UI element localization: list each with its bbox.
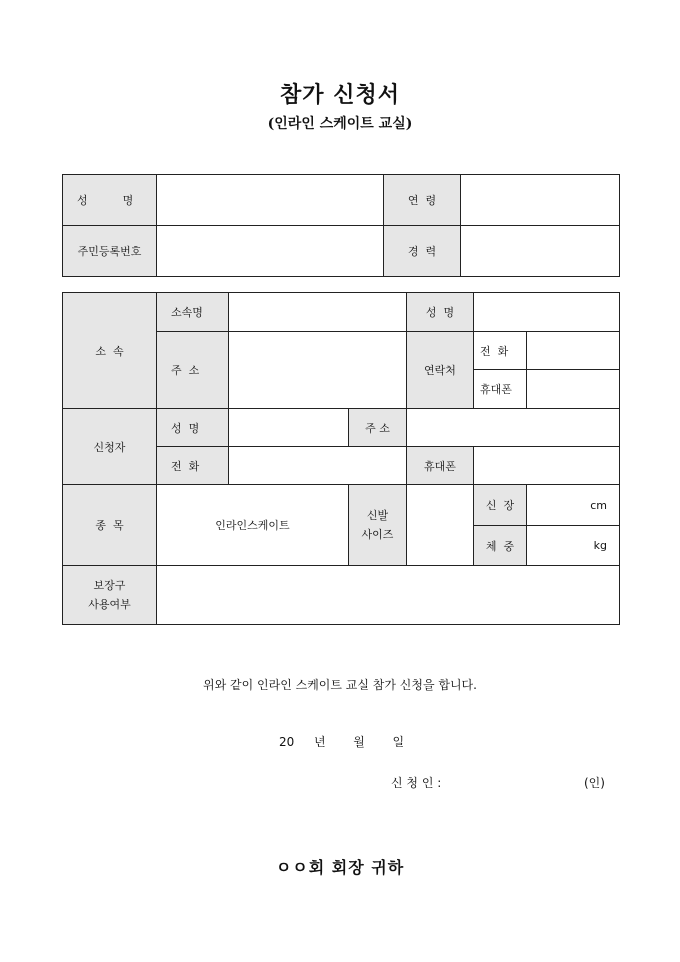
event-section-label: 종 목 — [63, 485, 157, 566]
applicant-phone-field[interactable] — [229, 447, 407, 485]
shoe-size-label — [349, 485, 407, 566]
career-field[interactable] — [461, 226, 620, 277]
height-label: 신 장 — [474, 485, 527, 526]
applicant-phone-label: 전 화 — [157, 447, 229, 485]
height-unit[interactable]: cm — [527, 485, 620, 526]
resident-number-field[interactable] — [157, 226, 384, 277]
name-label: 성 명 — [63, 175, 157, 226]
affiliation-mobile-field[interactable] — [527, 370, 620, 409]
gear-label-line2: 사용여부 — [88, 598, 131, 611]
shoe-size-field[interactable] — [407, 485, 474, 566]
weight-label: 체 중 — [474, 526, 527, 566]
affiliation-phone-label: 전 화 — [474, 332, 527, 370]
applicant-name-label: 성 명 — [157, 409, 229, 447]
affiliation-name-field[interactable] — [474, 293, 620, 332]
affiliation-name-label: 성 명 — [407, 293, 474, 332]
name-field[interactable] — [157, 175, 384, 226]
affiliation-phone-field[interactable] — [527, 332, 620, 370]
shoe-size-label-line2: 사이즈 — [361, 528, 394, 541]
day-label: 일 — [392, 735, 405, 749]
year-label: 년 — [313, 735, 326, 749]
applicant-name-field[interactable] — [229, 409, 349, 447]
shoe-size-label-line1: 신발 — [366, 509, 389, 522]
year-prefix: 20 — [279, 735, 295, 749]
org-name-field[interactable] — [229, 293, 407, 332]
age-label: 연 령 — [384, 175, 461, 226]
affiliation-mobile-label: 휴대폰 — [474, 370, 527, 409]
event-value: 인라인스케이트 — [157, 485, 349, 566]
age-field[interactable] — [461, 175, 620, 226]
org-name-label: 소속명 — [157, 293, 229, 332]
document-subtitle: (인라인 스케이트 교실) — [267, 116, 413, 132]
personal-info-table — [62, 174, 620, 277]
declaration-text: 위와 같이 인라인 스케이트 교실 참가 신청을 합니다. — [203, 678, 477, 692]
career-label: 경 력 — [384, 226, 461, 277]
applicant-mobile-field[interactable] — [474, 447, 620, 485]
gear-usage-label — [63, 566, 157, 625]
affiliation-address-field[interactable] — [229, 332, 407, 409]
contact-label: 연락처 — [407, 332, 474, 409]
recipient-line: ㅇㅇ회 회장 귀하 — [275, 858, 405, 877]
date-line — [279, 733, 404, 750]
application-details-table — [62, 292, 620, 625]
weight-unit[interactable]: kg — [527, 526, 620, 566]
applicant-mobile-label: 휴대폰 — [407, 447, 474, 485]
seal-label: (인) — [584, 776, 605, 790]
resident-number-label: 주민등록번호 — [63, 226, 157, 277]
month-label: 월 — [353, 735, 365, 749]
gear-usage-field[interactable] — [157, 566, 620, 625]
gear-label-line1: 보장구 — [93, 579, 126, 592]
applicant-signature-label: 신 청 인 : — [391, 776, 442, 790]
document-title: 참가 신청서 — [280, 82, 400, 108]
applicant-address-label: 주 소 — [349, 409, 407, 447]
affiliation-section-label: 소 속 — [63, 293, 157, 409]
affiliation-address-label: 주 소 — [157, 332, 229, 409]
applicant-address-field[interactable] — [407, 409, 620, 447]
applicant-section-label: 신청자 — [63, 409, 157, 485]
